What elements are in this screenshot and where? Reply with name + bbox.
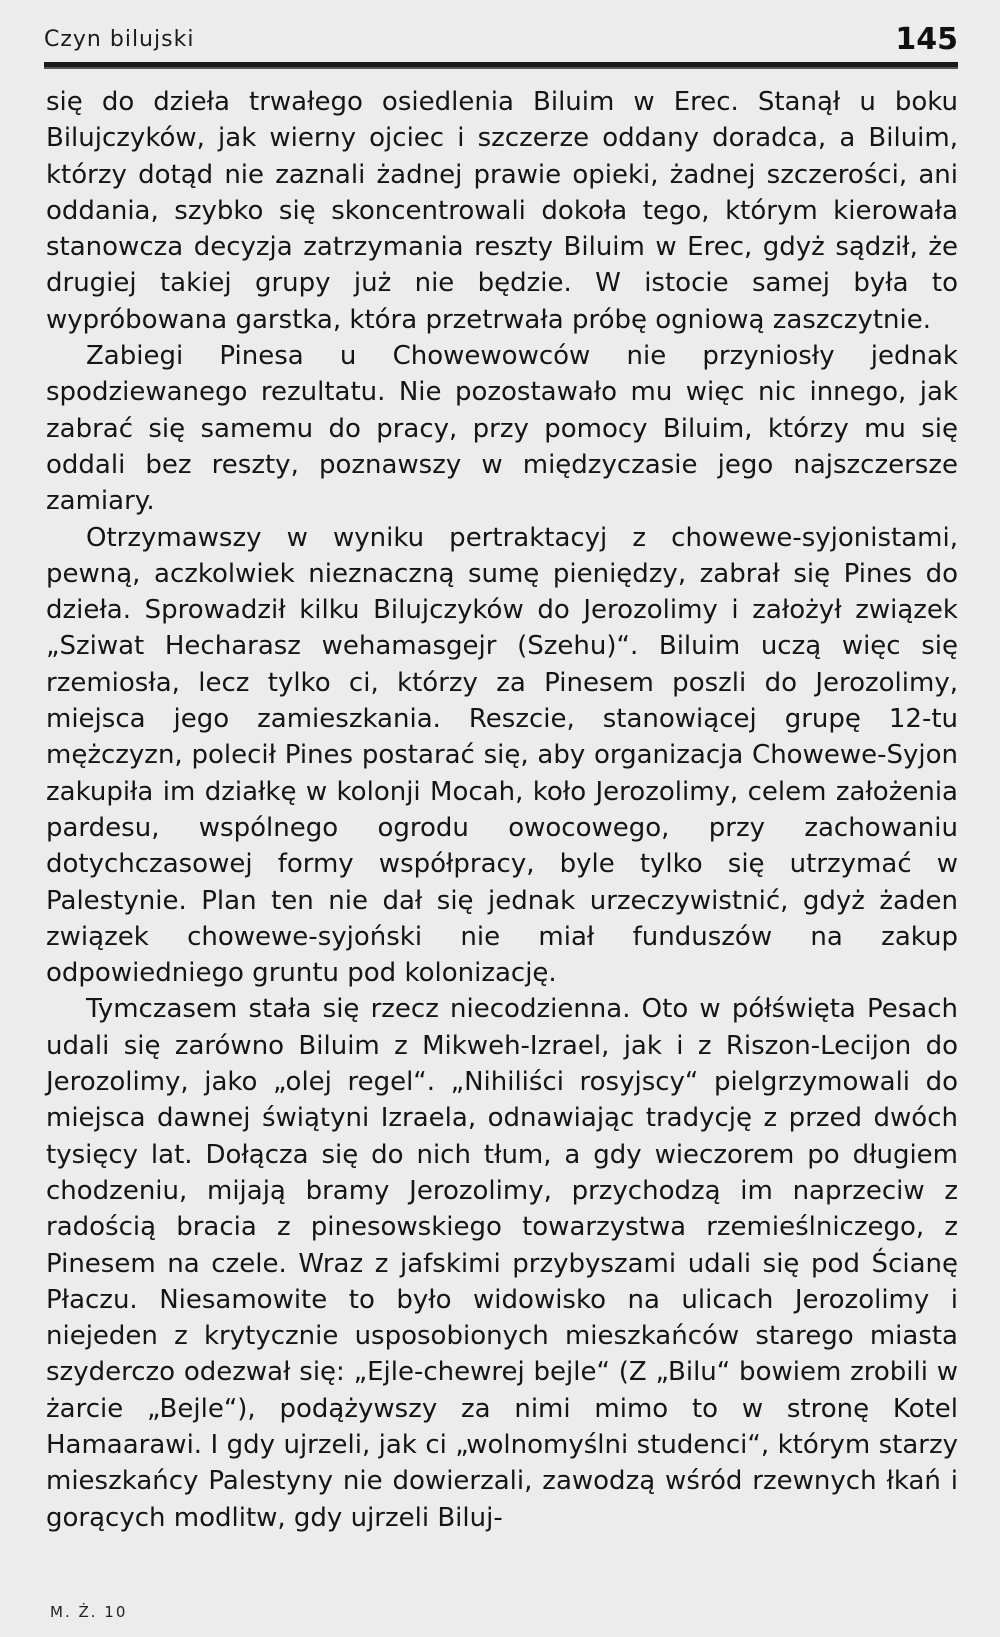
page-header <box>44 20 958 60</box>
body-text <box>46 84 958 1544</box>
paragraph: Zabiegi Pinesa u Chowewowców nie przyniosły jednak spodziewanego rezultatu. Nie pozostawało mu więc nic innego, jak zabrać się samemu do pracy, przy pomocy Biluim, którzy mu się oddali bez reszty, poznawszy w międzyczasie jego najszczersze zamiary. <box>46 341 958 517</box>
printer-signature: M. Ż. 10 <box>50 1603 128 1621</box>
running-title: Czyn bilujski <box>44 27 195 52</box>
header-rule <box>44 62 958 69</box>
paragraph: się do dzieła trwałego osiedlenia Biluim w Erec. Stanął u boku Bilujczyków, jak wierny ojciec i szczerze oddany doradca, a Biluim, którzy dotąd nie zaznali żadnej prawie opieki, żadnej szczerości, ani oddania, szybko się skoncentrowali dokoła tego, którym kierowała stanowcza decyzja zatrzymania reszty Biluim w Erec, gdyż sądził, że drugiej takiej grupy już nie będzie. W istocie samej była to wypróbowana garstka, która przetrwała próbę ogniową zaszczytnie. <box>46 87 958 335</box>
page-number: 145 <box>895 22 958 57</box>
paragraph: Tymczasem stała się rzecz niecodzienna. Oto w półświęta Pesach udali się zarówno Biluim z Mikweh-Izrael, jak i z Riszon-Lecijon do Jerozolimy, jako „olej regel“. „Nihiliści rosyjscy“ pielgrzymowali do miejsca dawnej świątyni Izraela, odnawiając tradycję z przed dwóch tysięcy lat. Dołącza się do nich tłum, a gdy wieczorem po długiem chodzeniu, mijają bramy Jerozolimy, przychodzą im naprzeciw z radością bracia z pinesowskiego towarzystwa rzemieślniczego, z Pinesem na czele. Wraz z jafskimi przybyszami udali się pod Ścianę Płaczu. Niesamowite to było widowisko na ulicach Jerozolimy i niejeden z krytycznie usposobionych mieszkańców starego miasta szyderczo odezwał się: „Ejle-chewrej bejle“ (Z „Bilu“ bowiem zrobili w żarcie „Bejle“), podążywszy za nimi mimo to w stronę Kotel Hamaarawi. I gdy ujrzeli, jak ci „wolnomyślni studenci“, którym starzy mieszkańcy Palestyny nie dowierzali, zawodzą wśród rzewnych łkań i gorących modlitw, gdy ujrzeli Biluj- <box>46 994 958 1533</box>
paragraph: Otrzymawszy w wyniku pertraktacyj z chowewe-syjonistami, pewną, aczkolwiek nieznaczną sumę pieniędzy, zabrał się Pines do dzieła. Sprowadził kilku Bilujczyków do Jerozolimy i założył związek „Sziwat Hecharasz wehamasgejr (Szehu)“. Biluim uczą więc się rzemiosła, lecz tylko ci, którzy za Pinesem poszli do Jerozolimy, miejsca jego zamieszkania. Reszcie, stanowiącej grupę 12-tu mężczyzn, polecił Pines postarać się, aby organizacja Chowewe-Syjon zakupiła im działkę w kolonji Mocah, koło Jerozolimy, celem założenia pardesu, wspólnego ogrodu owocowego, przy zachowaniu dotychczasowej formy współpracy, byle tylko się utrzymać w Palestynie. Plan ten nie dał się jednak urzeczywistnić, gdyż żaden związek chowewe-syjoński nie miał funduszów na zakup odpowiedniego gruntu pod kolonizację. <box>46 522 958 989</box>
